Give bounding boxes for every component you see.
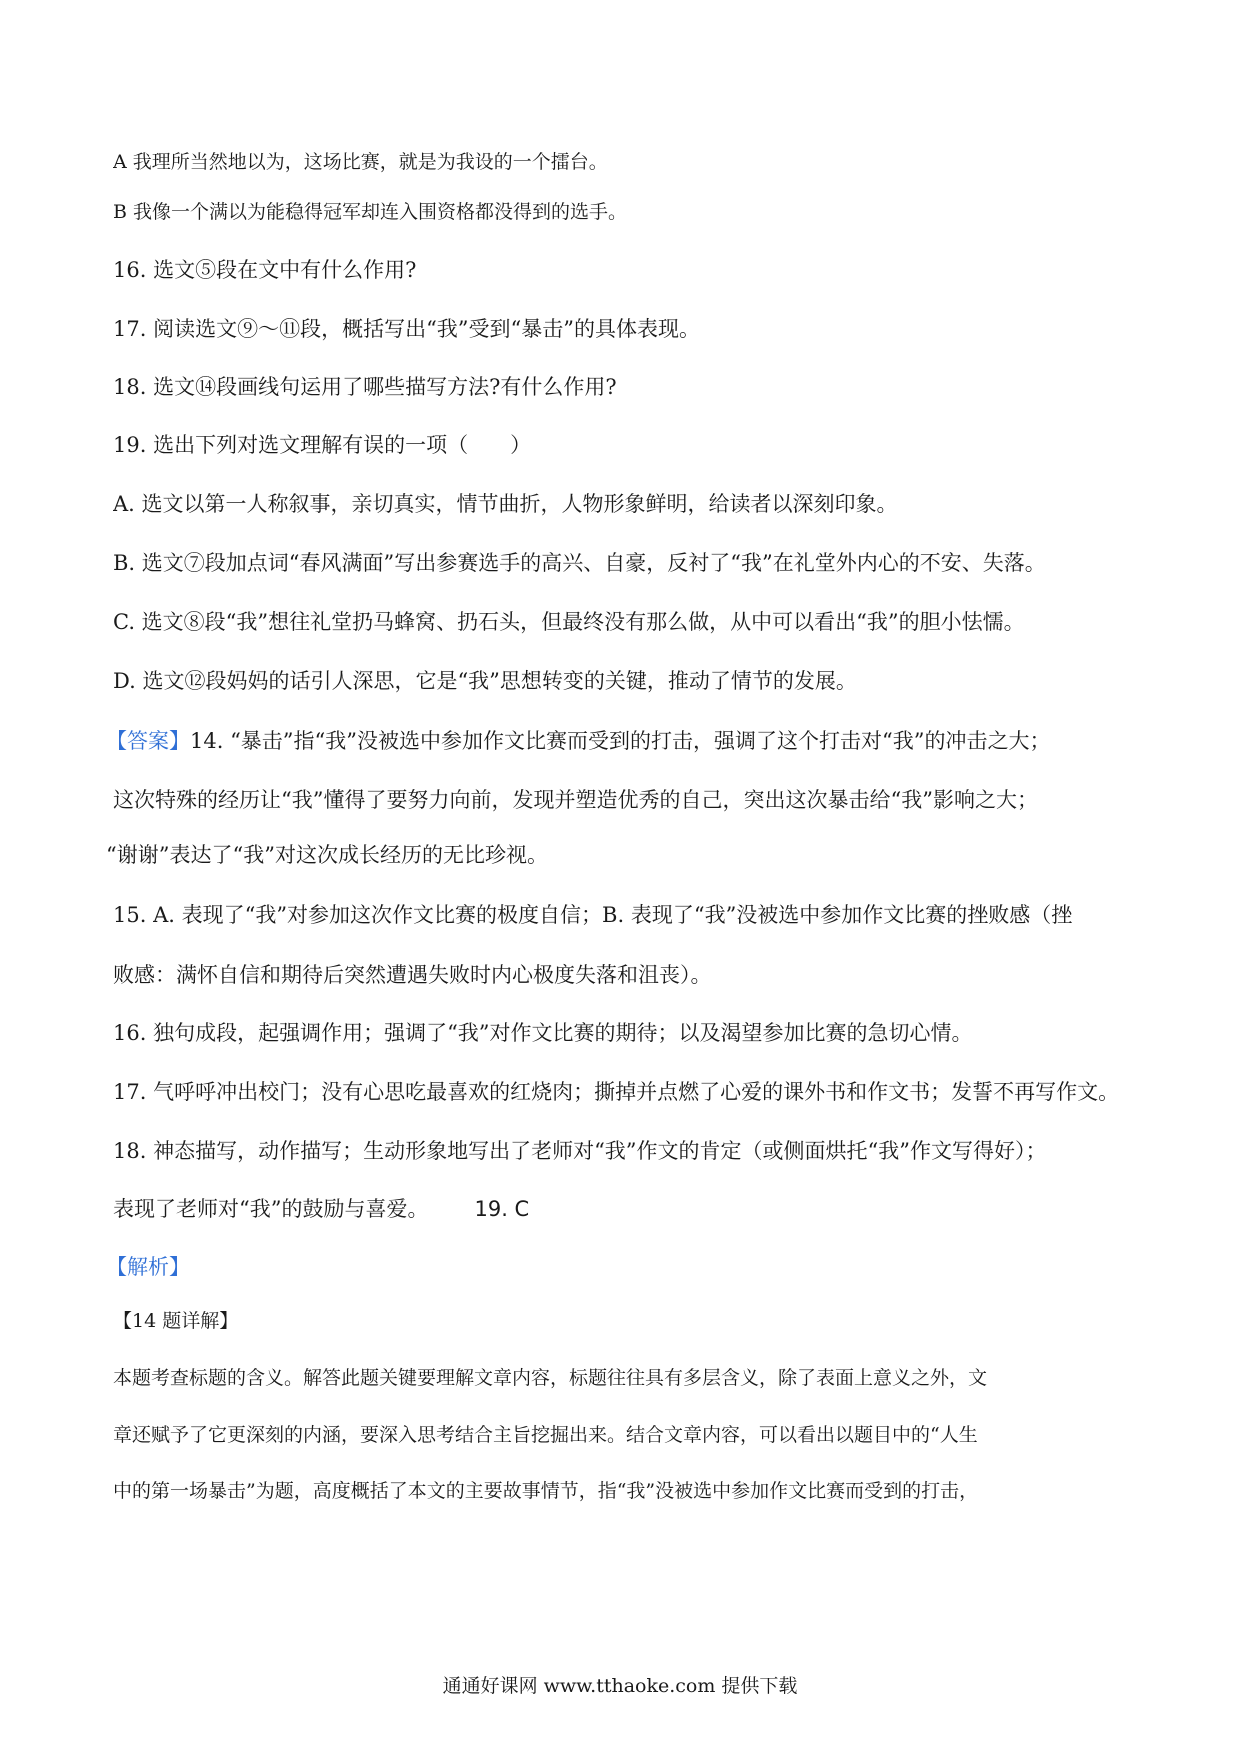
analysis-14-line-3: 中的第一场暴击”为题，高度概括了本文的主要故事情节，指“我”没被选中参加作文比赛而受到的打击， (113, 1480, 979, 1502)
question-17: 17. 阅读选文⑨～⑪段，概括写出“我”受到“暴击”的具体表现。 (113, 317, 701, 341)
answer-16: 16. 独句成段，起强调作用；强调了“我”对作文比赛的期待；以及渴望参加比赛的急切心情。 (113, 1021, 973, 1045)
page-footer: 通通好课网 www.tthaoke.com 提供下载 (442, 1675, 798, 1697)
analysis-14-heading: 【14 题详解】 (113, 1310, 239, 1332)
answer-15-line-1: 15. A. 表现了“我”对参加这次作文比赛的极度自信；B. 表现了“我”没被选中参加作文比赛的挫败感（挫 (113, 903, 1073, 927)
answer-tag: 【答案】 (106, 729, 190, 753)
answer-15-line-2: 败感：满怀自信和期待后突然遭遇失败时内心极度失落和沮丧）。 (113, 963, 712, 987)
answer-18-line-1: 18. 神态描写，动作描写；生动形象地写出了老师对“我”作文的肯定（或侧面烘托“我”作文写得好）； (113, 1139, 1047, 1163)
answer-14-line-3: “谢谢”表达了“我”对这次成长经历的无比珍视。 (106, 843, 548, 867)
answer-14-line-2: 这次特殊的经历让“我”懂得了要努力向前，发现并塑造优秀的自己，突出这次暴击给“我”影响之大； (113, 788, 1038, 812)
analysis-tag: 【解析】 (106, 1255, 190, 1279)
question-15-option-a: A 我理所当然地以为，这场比赛，就是为我设的一个擂台。 (113, 151, 608, 173)
question-15-option-b: B 我像一个满以为能稳得冠军却连入围资格都没得到的选手。 (113, 201, 628, 223)
question-19: 19. 选出下列对选文理解有误的一项（ ） (113, 433, 532, 457)
answer-14-text: 14. “暴击”指“我”没被选中参加作文比赛而受到的打击，强调了这个打击对“我”的冲击之大； (190, 729, 1051, 753)
question-18: 18. 选文⑭段画线句运用了哪些描写方法?有什么作用? (113, 375, 617, 399)
analysis-14-line-2: 章还赋予了它更深刻的内涵，要深入思考结合主旨挖掘出来。结合文章内容，可以看出以题目中的“人生 (113, 1424, 978, 1446)
question-19-option-c: C. 选文⑧段“我”想往礼堂扔马蜂窝、扔石头，但最终没有那么做，从中可以看出“我”的胆小怯懦。 (113, 610, 1025, 634)
answer-17: 17. 气呼呼冲出校门；没有心思吃最喜欢的红烧肉；撕掉并点燃了心爱的课外书和作文书；发誓不再写作文。 (113, 1080, 1120, 1104)
analysis-14-line-1: 本题考查标题的含义。解答此题关键要理解文章内容，标题往往具有多层含义，除了表面上意义之外，文 (113, 1367, 988, 1389)
question-16: 16. 选文⑤段在文中有什么作用? (113, 258, 417, 282)
question-19-option-b: B. 选文⑦段加点词“春风满面”写出参赛选手的高兴、自豪，反衬了“我”在礼堂外内心的不安、失落。 (113, 551, 1046, 575)
question-19-option-a: A. 选文以第一人称叙事，亲切真实，情节曲折，人物形象鲜明，给读者以深刻印象。 (113, 492, 898, 516)
answer-14-line-1 (106, 726, 1126, 756)
question-19-option-d: D. 选文⑫段妈妈的话引人深思，它是“我”思想转变的关键，推动了情节的发展。 (113, 669, 857, 693)
answer-18-line-2 (113, 1194, 1133, 1224)
answer-19: 19. C (474, 1197, 530, 1221)
answer-18-text: 表现了老师对“我”的鼓励与喜爱。 (113, 1197, 429, 1221)
